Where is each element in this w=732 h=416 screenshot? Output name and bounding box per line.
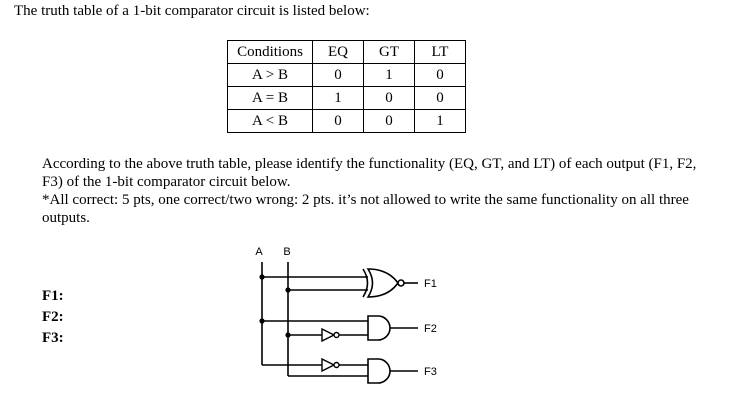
- table-row: [228, 87, 466, 110]
- truth-table: [227, 40, 466, 133]
- and-gate: [368, 316, 390, 340]
- table-cell: 0: [313, 110, 364, 133]
- junction-dots: [259, 274, 290, 337]
- table-cell: 1: [313, 87, 364, 110]
- header-gt: GT: [364, 41, 415, 64]
- output-f1-label: F1: [424, 278, 437, 290]
- xnor-gate: [363, 269, 404, 297]
- and-gate: [368, 359, 390, 383]
- table-cell: 0: [415, 87, 466, 110]
- not-gate: [322, 359, 339, 371]
- header-eq: EQ: [313, 41, 364, 64]
- table-cell: A = B: [228, 87, 313, 110]
- question-text: [42, 155, 712, 227]
- table-row: [228, 110, 466, 133]
- input-b-label: B: [283, 246, 291, 258]
- not-gate: [322, 329, 339, 341]
- output-f2-label: F2: [424, 323, 437, 335]
- table-cell: 0: [415, 64, 466, 87]
- table-cell: 0: [364, 110, 415, 133]
- answer-f2-label: F2:: [42, 309, 64, 325]
- table-cell: 0: [364, 87, 415, 110]
- table-row: [228, 64, 466, 87]
- table-header-row: [228, 41, 466, 64]
- output-f3-label: F3: [424, 366, 437, 378]
- intro-text: The truth table of a 1-bit comparator circuit is listed below:: [14, 3, 370, 19]
- answer-labels: [42, 286, 64, 349]
- header-lt: LT: [415, 41, 466, 64]
- answer-f1-label: F1:: [42, 288, 64, 304]
- header-conditions: Conditions: [228, 41, 313, 64]
- table-cell: 1: [364, 64, 415, 87]
- answer-f3-label: F3:: [42, 330, 64, 346]
- table-cell: 1: [415, 110, 466, 133]
- comparator-circuit: [250, 240, 460, 390]
- table-cell: A < B: [228, 110, 313, 133]
- question-line: According to the above truth table, please identify the functionality (EQ, GT, and LT) of each output (F1, F2, F3) of the 1-bit comparator circuit below.: [42, 156, 697, 190]
- table-cell: A > B: [228, 64, 313, 87]
- scoring-line: *All correct: 5 pts, one correct/two wrong: 2 pts. it’s not allowed to write the same functionality on all three outputs.: [42, 192, 689, 226]
- input-a-label: A: [255, 246, 263, 258]
- table-cell: 0: [313, 64, 364, 87]
